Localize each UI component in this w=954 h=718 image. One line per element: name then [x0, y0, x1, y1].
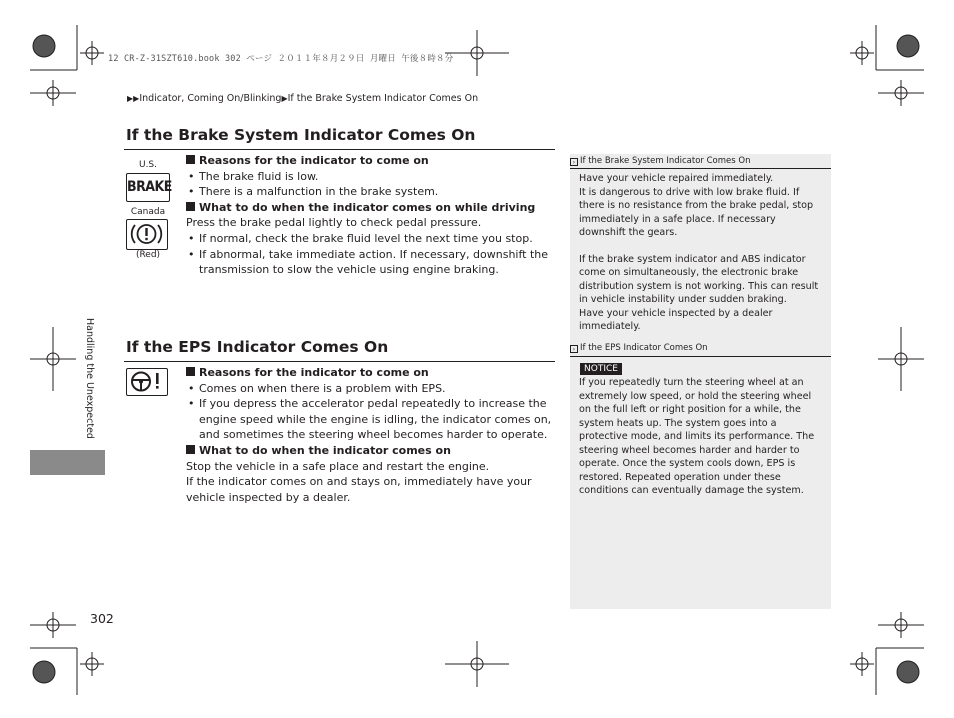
paragraph: It is dangerous to drive with low brake fluid. If there is no resistance from the brake pedal, stop immediately in a safe place. If necessary downshift the gears.: [579, 186, 814, 238]
side-tab-label: Handling the Unexpected: [84, 318, 95, 439]
breadcrumb-item-indicator[interactable]: Indicator, Coming On/Blinking: [139, 93, 282, 104]
side-tab-marker: [30, 450, 105, 475]
icon-label-us: U.S.: [138, 160, 158, 170]
brake-warning-icon: [126, 173, 170, 202]
printer-info-line: 12 CR-Z-31SZT610.book 302 ページ ２０１１年８月２９日 月曜日 午後８時８分: [108, 54, 454, 64]
brake-icon-text: BRAKE: [127, 179, 172, 195]
paragraph: Have your vehicle inspected by a dealer immediately.: [579, 307, 773, 332]
reference-arrow-icon: ›: [570, 345, 578, 353]
brake-exclamation-icon: [126, 219, 168, 250]
icon-label-canada: Canada: [130, 207, 166, 217]
list-item: • If abnormal, take immediate action. If necessary, downshift the transmission to slow the vehicle using engine braking.: [186, 247, 556, 278]
brake-section-body: [186, 153, 556, 278]
paragraph: Press the brake pedal lightly to check pedal pressure.: [186, 216, 482, 230]
side-note-brake-body: [579, 172, 823, 334]
paragraph: If the brake system indicator and ABS indicator come on simultaneously, the electronic brake distribution system is not working. This can result in vehicle instability under sudden braking.: [579, 253, 819, 305]
list-item: • If normal, check the brake fluid level the next time you stop.: [186, 231, 556, 247]
reasons-heading: Reasons for the indicator to come on: [186, 365, 556, 381]
breadcrumb-arrow-icon: ▶▶: [127, 94, 140, 103]
list-item: • If you depress the accelerator pedal repeatedly to increase the engine speed while the engine is idling, the indicator comes on, and sometimes the steering wheel becomes harder to operate.: [186, 396, 556, 443]
notice-badge: NOTICE: [580, 363, 622, 375]
breadcrumb-item-current: If the Brake System Indicator Comes On: [287, 93, 479, 104]
list-item: • Comes on when there is a problem with EPS.: [186, 381, 556, 397]
breadcrumb-arrow-icon: ▶: [281, 94, 288, 103]
reference-arrow-icon: ›: [570, 158, 578, 166]
section-divider: [124, 149, 555, 150]
eps-section-body: [186, 365, 556, 505]
side-note-divider: [570, 356, 831, 357]
eps-steering-icon: [126, 368, 168, 396]
section-divider: [124, 361, 555, 362]
eps-section-title: If the EPS Indicator Comes On: [126, 338, 389, 356]
brake-section-title: If the Brake System Indicator Comes On: [126, 126, 476, 144]
page-number: 302: [90, 611, 114, 626]
side-note-title-brake[interactable]: › If the Brake System Indicator Comes On: [570, 156, 750, 166]
side-note-eps-body: If you repeatedly turn the steering wheel at an extremely low speed, or hold the steering wheel on the full left or right position for a while, the system heats up. The system goes into a protective mode, and limits its performance. The steering wheel becomes harder and harder to operate. Once the system cools down, EPS is restored. Repeated operation under these conditions can eventually damage the system.: [579, 377, 815, 496]
reasons-heading: Reasons for the indicator to come on: [186, 153, 556, 169]
list-item: • The brake fluid is low.: [186, 169, 556, 185]
list-item: • There is a malfunction in the brake system.: [186, 184, 556, 200]
side-note-divider: [570, 168, 831, 169]
icon-label-red: (Red): [135, 250, 161, 260]
paragraph: Have your vehicle repaired immediately.: [579, 173, 774, 184]
breadcrumb: [127, 93, 478, 104]
side-note-title-eps[interactable]: › If the EPS Indicator Comes On: [570, 343, 708, 353]
todo-heading: What to do when the indicator comes on: [186, 443, 556, 459]
paragraph: If the indicator comes on and stays on, immediately have your vehicle inspected by a dealer.: [186, 475, 532, 504]
paragraph: Stop the vehicle in a safe place and restart the engine.: [186, 459, 490, 473]
driving-heading: What to do when the indicator comes on while driving: [186, 200, 556, 216]
